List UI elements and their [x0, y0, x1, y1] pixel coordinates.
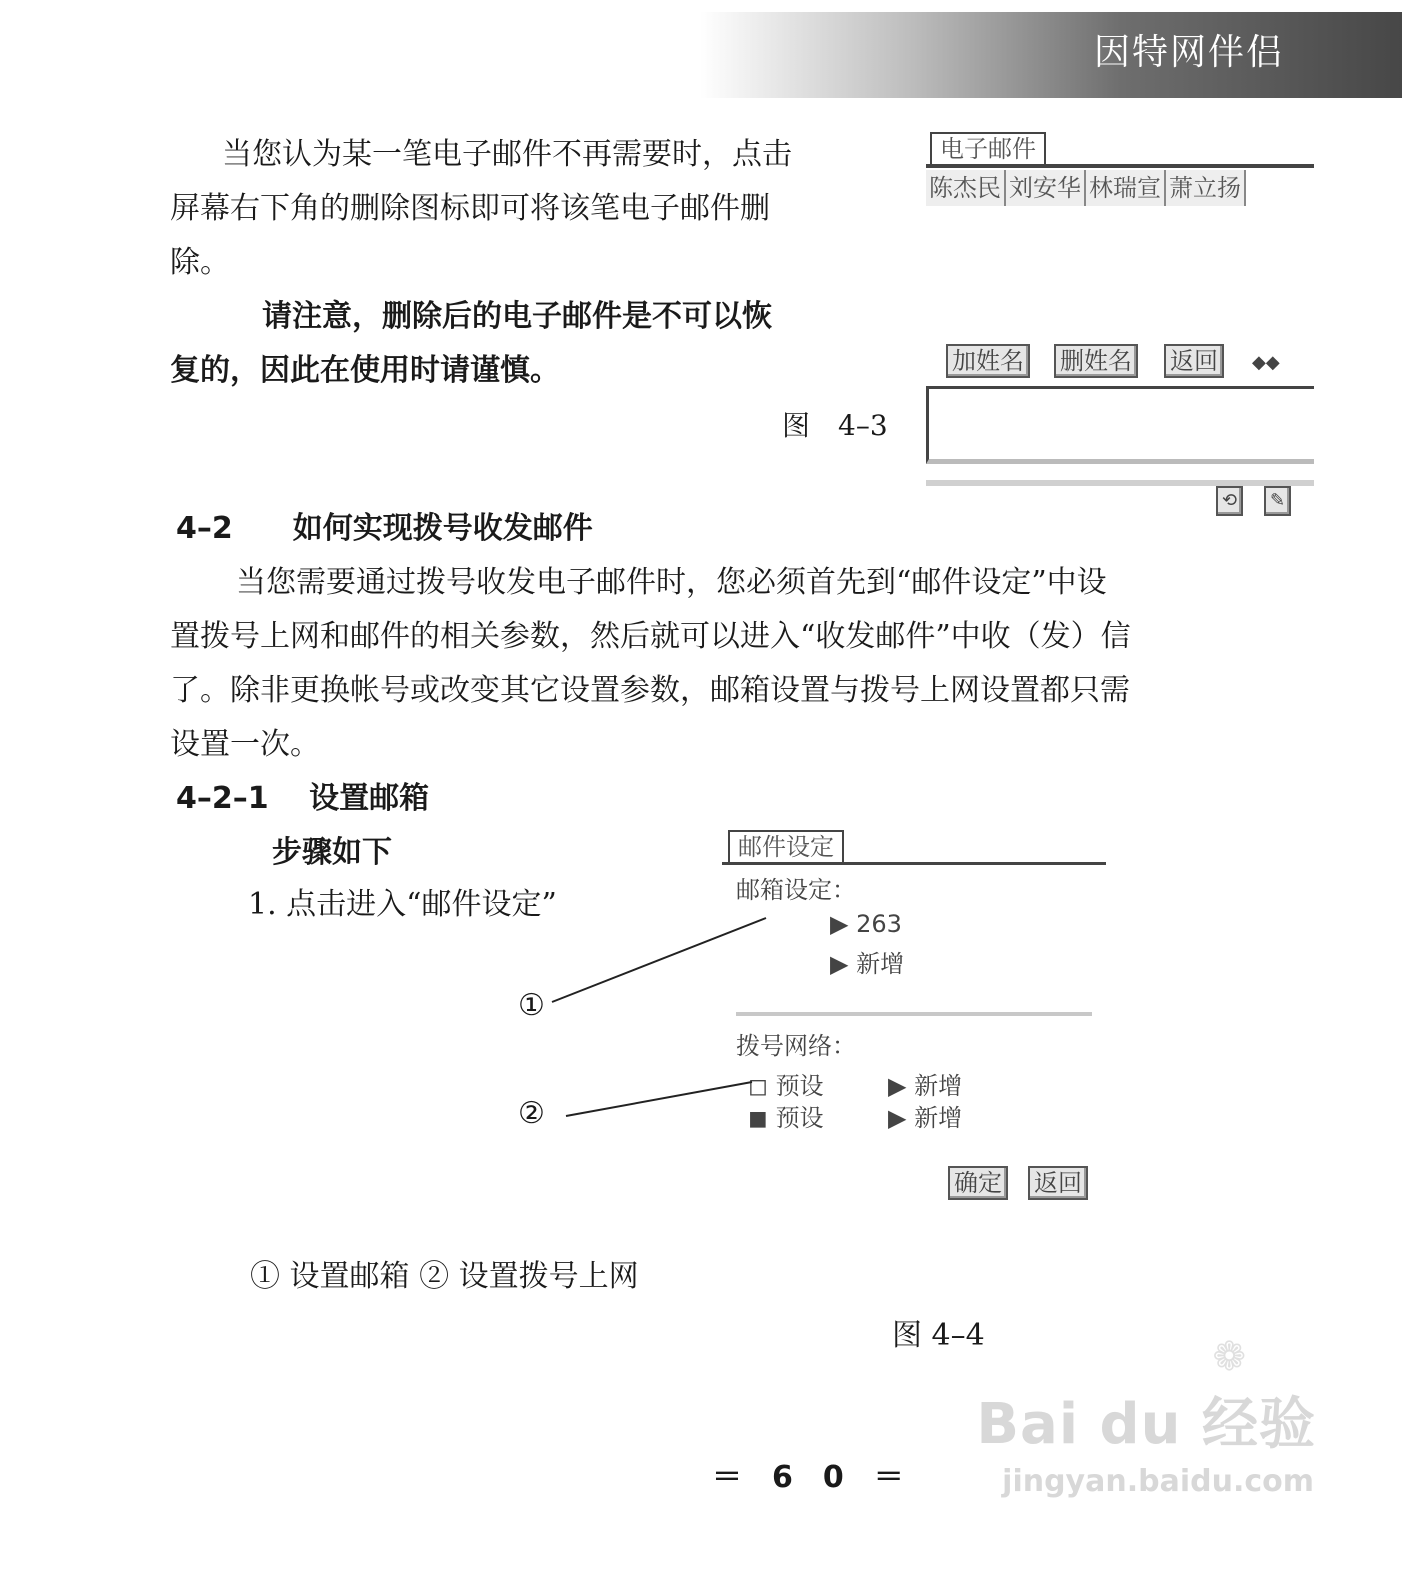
dialup-add-2-label: 新增 — [914, 1104, 963, 1132]
dialup-option-2[interactable]: ◼ 预设 — [748, 1104, 824, 1132]
figure-4-4-legend: ① 设置邮箱 ② 设置拨号上网 — [250, 1259, 639, 1294]
figure-4-4-caption: 图 4–4 — [892, 1318, 985, 1353]
dialup-add-2[interactable]: ▶ 新增 — [888, 1104, 963, 1132]
back-button[interactable]: 返回 — [1164, 344, 1224, 378]
delete-icon[interactable]: ✎ — [1264, 486, 1291, 516]
dialup-option-2-label: 预设 — [775, 1104, 824, 1132]
contact-name-1[interactable]: 陈杰民 — [926, 170, 1006, 206]
callout-2: ② — [518, 1096, 545, 1131]
email-tab[interactable]: 电子邮件 — [930, 132, 1046, 164]
section-4-2-line-3: 了。除非更换帐号或改变其它设置参数，邮箱设置与拨号上网设置都只需 — [170, 673, 1130, 708]
mailbox-item-add-label: 新增 — [856, 950, 905, 978]
scroll-arrows-icon[interactable]: ◆◆ — [1252, 352, 1280, 373]
section-4-2-line-2: 置拨号上网和邮件的相关参数，然后就可以进入“收发邮件”中收（发）信 — [170, 619, 1131, 654]
intro-line-3: 除。 — [170, 245, 230, 280]
section-4-2-line-4: 设置一次。 — [170, 727, 320, 762]
mailbox-item-263[interactable]: ▶ 263 — [830, 910, 902, 938]
section-4-2-heading: 4–2 如何实现拨号收发邮件 — [176, 511, 593, 546]
contact-name-2[interactable]: 刘安华 — [1006, 170, 1086, 206]
watermark-url: jingyan.baidu.com — [1002, 1464, 1314, 1499]
paw-icon: ❁ — [1212, 1334, 1246, 1380]
mailbox-item-add[interactable]: ▶ 新增 — [830, 950, 905, 978]
mailbox-settings-label: 邮箱设定： — [736, 876, 856, 904]
note-line-1: 请注意，删除后的电子邮件是不可以恢 — [262, 299, 772, 334]
page-number: ＝ 6 0 ＝ — [712, 1460, 904, 1495]
back-button[interactable]: 返回 — [1028, 1166, 1088, 1200]
steps-title: 步骤如下 — [272, 835, 392, 870]
header-title: 因特网伴侣 — [1093, 32, 1284, 73]
note-line-2: 复的，因此在使用时请谨慎。 — [170, 353, 560, 388]
dialup-network-label: 拨号网络： — [736, 1032, 856, 1060]
dialup-option-1-label: 预设 — [775, 1072, 824, 1100]
dialup-option-1[interactable]: ◻ 预设 — [748, 1072, 824, 1100]
callout-1: ① — [518, 988, 545, 1023]
intro-line-1: 当您认为某一笔电子邮件不再需要时，点击 — [222, 137, 792, 172]
reply-icon[interactable]: ⟲ — [1216, 486, 1243, 516]
section-4-2-line-1: 当您需要通过拨号收发电子邮件时，您必须首先到“邮件设定”中设 — [236, 565, 1107, 600]
contact-name-3[interactable]: 林瑞宣 — [1086, 170, 1166, 206]
confirm-button[interactable]: 确定 — [948, 1166, 1008, 1200]
watermark-brand: Bai du 经验 — [976, 1392, 1316, 1457]
figure-4-3-caption: 图 4–3 — [782, 409, 888, 442]
section-4-2-1-heading: 4–2–1 设置邮箱 — [176, 781, 430, 816]
mailbox-item-263-label: 263 — [856, 910, 902, 938]
mail-settings-tab[interactable]: 邮件设定 — [728, 830, 844, 862]
dialup-add-1[interactable]: ▶ 新增 — [888, 1072, 963, 1100]
dialup-add-1-label: 新增 — [914, 1072, 963, 1100]
delete-name-button[interactable]: 删姓名 — [1054, 344, 1138, 378]
step-1: 1. 点击进入“邮件设定” — [248, 887, 557, 922]
intro-line-2: 屏幕右下角的删除图标即可将该笔电子邮件删 — [170, 191, 770, 226]
contact-name-4[interactable]: 萧立扬 — [1166, 170, 1246, 206]
add-name-button[interactable]: 加姓名 — [946, 344, 1030, 378]
